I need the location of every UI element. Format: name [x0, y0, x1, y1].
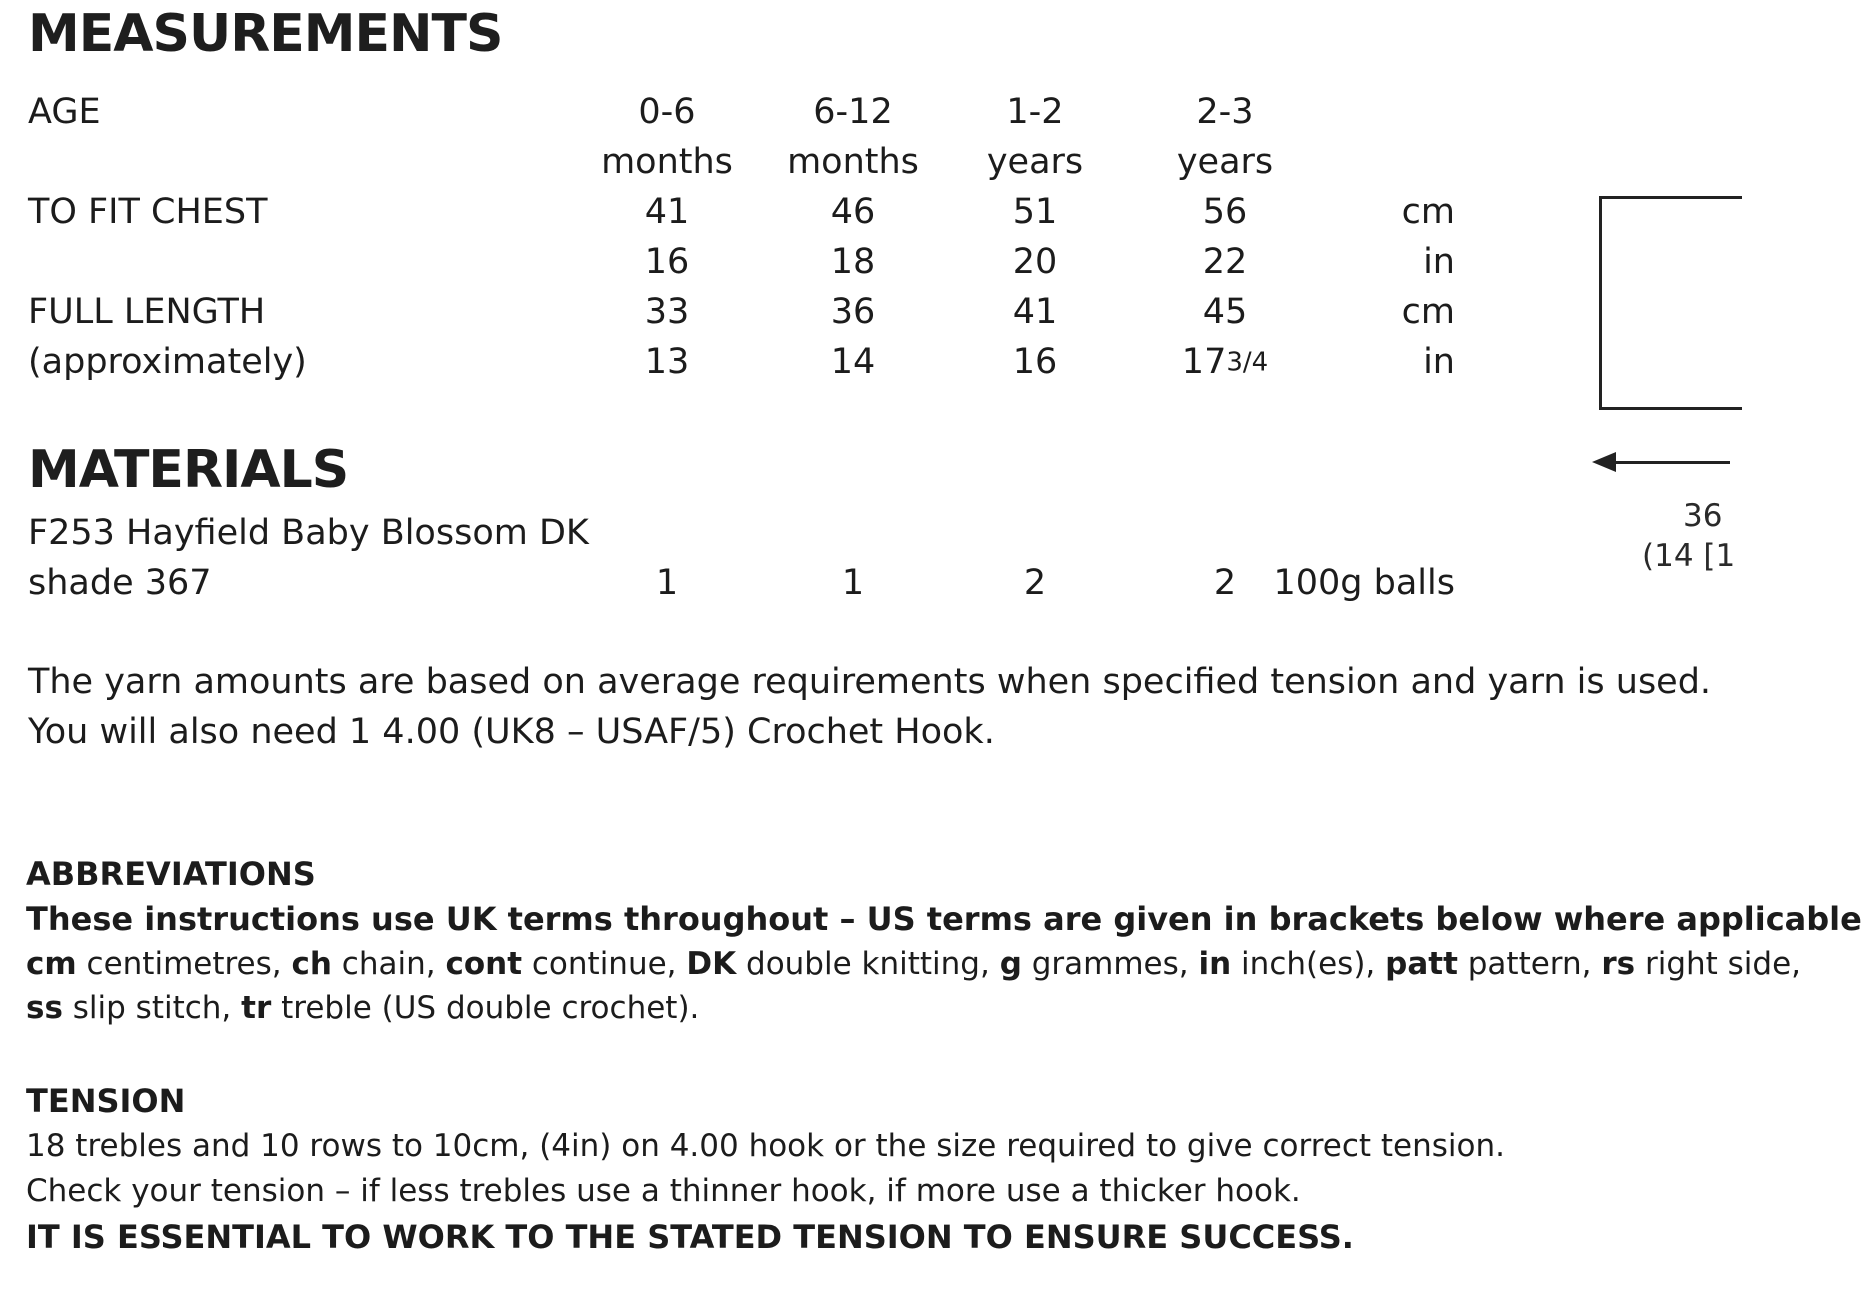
chest-cm-1: 41	[644, 192, 690, 232]
length-in-4-whole: 17	[1181, 342, 1227, 382]
age-size-3-range: 1-2	[1006, 92, 1064, 132]
chest-cm-unit: cm	[1401, 192, 1455, 232]
chest-cm-4: 56	[1202, 192, 1248, 232]
length-in-2: 14	[830, 342, 876, 382]
abbr-term: DK	[686, 946, 737, 982]
abbr-term: rs	[1601, 946, 1636, 982]
length-cm-1: 33	[644, 292, 690, 332]
yarn-shade: shade 367	[28, 563, 212, 603]
length-cm-3: 41	[1012, 292, 1058, 332]
balls-size-2: 1	[841, 563, 865, 603]
abbr-term: tr	[241, 990, 272, 1026]
abbr-meaning: chain,	[331, 946, 446, 982]
abbr-meaning: inch(es),	[1231, 946, 1386, 982]
length-in-unit: in	[1423, 342, 1455, 382]
age-label: AGE	[28, 92, 101, 132]
abbr-term: ss	[26, 990, 63, 1026]
chest-in-unit: in	[1423, 242, 1455, 282]
length-in-3: 16	[1012, 342, 1058, 382]
abbr-meaning: right side,	[1635, 946, 1802, 982]
chest-in-2: 18	[830, 242, 876, 282]
hook-note: You will also need 1 4.00 (UK8 – USAF/5) Crochet Hook.	[28, 712, 995, 752]
abbr-meaning: grammes,	[1021, 946, 1199, 982]
garment-diagram-outline	[1599, 196, 1742, 410]
chest-in-4: 22	[1202, 242, 1248, 282]
abbreviations-line-1	[26, 946, 1801, 982]
abbr-meaning: centimetres,	[76, 946, 292, 982]
abbr-term: cm	[26, 946, 77, 982]
abbr-term: ch	[291, 946, 332, 982]
length-in-1: 13	[644, 342, 690, 382]
length-label-approx: (approximately)	[28, 342, 307, 382]
tension-gauge: 18 trebles and 10 rows to 10cm, (4in) on 4.00 hook or the size required to give correct tension.	[26, 1128, 1505, 1164]
tension-check: Check your tension – if less trebles use a thinner hook, if more use a thicker hook.	[26, 1173, 1301, 1209]
abbr-term: g	[999, 946, 1022, 982]
age-size-3-unit: years	[986, 142, 1084, 182]
chest-in-3: 20	[1012, 242, 1058, 282]
abbreviations-intro: These instructions use UK terms throughout – US terms are given in brackets below where applicable	[26, 900, 1862, 938]
abbr-term: in	[1198, 946, 1232, 982]
age-size-1-unit: months	[601, 142, 733, 182]
abbr-meaning: double knitting,	[736, 946, 1000, 982]
age-size-4-unit: years	[1176, 142, 1274, 182]
age-size-1-range: 0-6	[638, 92, 696, 132]
yarn-note: The yarn amounts are based on average requirements when specified tension and yarn is used.	[28, 662, 1712, 702]
chest-cm-3: 51	[1012, 192, 1058, 232]
balls-unit: 100g balls	[1273, 563, 1455, 603]
balls-size-3: 2	[1023, 563, 1047, 603]
balls-size-1: 1	[655, 563, 679, 603]
length-label: FULL LENGTH	[28, 292, 266, 332]
abbr-meaning: pattern,	[1457, 946, 1602, 982]
abbreviations-line-2	[26, 990, 699, 1026]
length-cm-4: 45	[1202, 292, 1248, 332]
materials-heading: MATERIALS	[28, 440, 349, 500]
length-in-4-fraction: 3/4	[1226, 347, 1269, 378]
age-size-2-unit: months	[787, 142, 919, 182]
length-cm-unit: cm	[1401, 292, 1455, 332]
balls-size-4: 2	[1213, 563, 1237, 603]
chest-in-1: 16	[644, 242, 690, 282]
age-size-2-range: 6-12	[813, 92, 893, 132]
abbr-term: cont	[445, 946, 523, 982]
diagram-width-cm: 36	[1683, 498, 1723, 534]
abbr-meaning: slip stitch,	[62, 990, 242, 1026]
chest-label: TO FIT CHEST	[28, 192, 268, 232]
length-cm-2: 36	[830, 292, 876, 332]
abbr-meaning: continue,	[522, 946, 687, 982]
yarn-name: F253 Hayfield Baby Blossom DK	[28, 513, 589, 553]
diagram-width-in: (14 [1	[1642, 538, 1736, 574]
measurements-heading: MEASUREMENTS	[28, 4, 503, 64]
width-arrow-line	[1610, 461, 1730, 464]
abbr-meaning: treble (US double crochet).	[271, 990, 700, 1026]
age-size-4-range: 2-3	[1196, 92, 1254, 132]
chest-cm-2: 46	[830, 192, 876, 232]
abbr-term: patt	[1385, 946, 1458, 982]
tension-warning: IT IS ESSENTIAL TO WORK TO THE STATED TENSION TO ENSURE SUCCESS.	[26, 1218, 1354, 1256]
abbreviations-heading: ABBREVIATIONS	[26, 855, 316, 893]
tension-heading: TENSION	[26, 1082, 186, 1120]
